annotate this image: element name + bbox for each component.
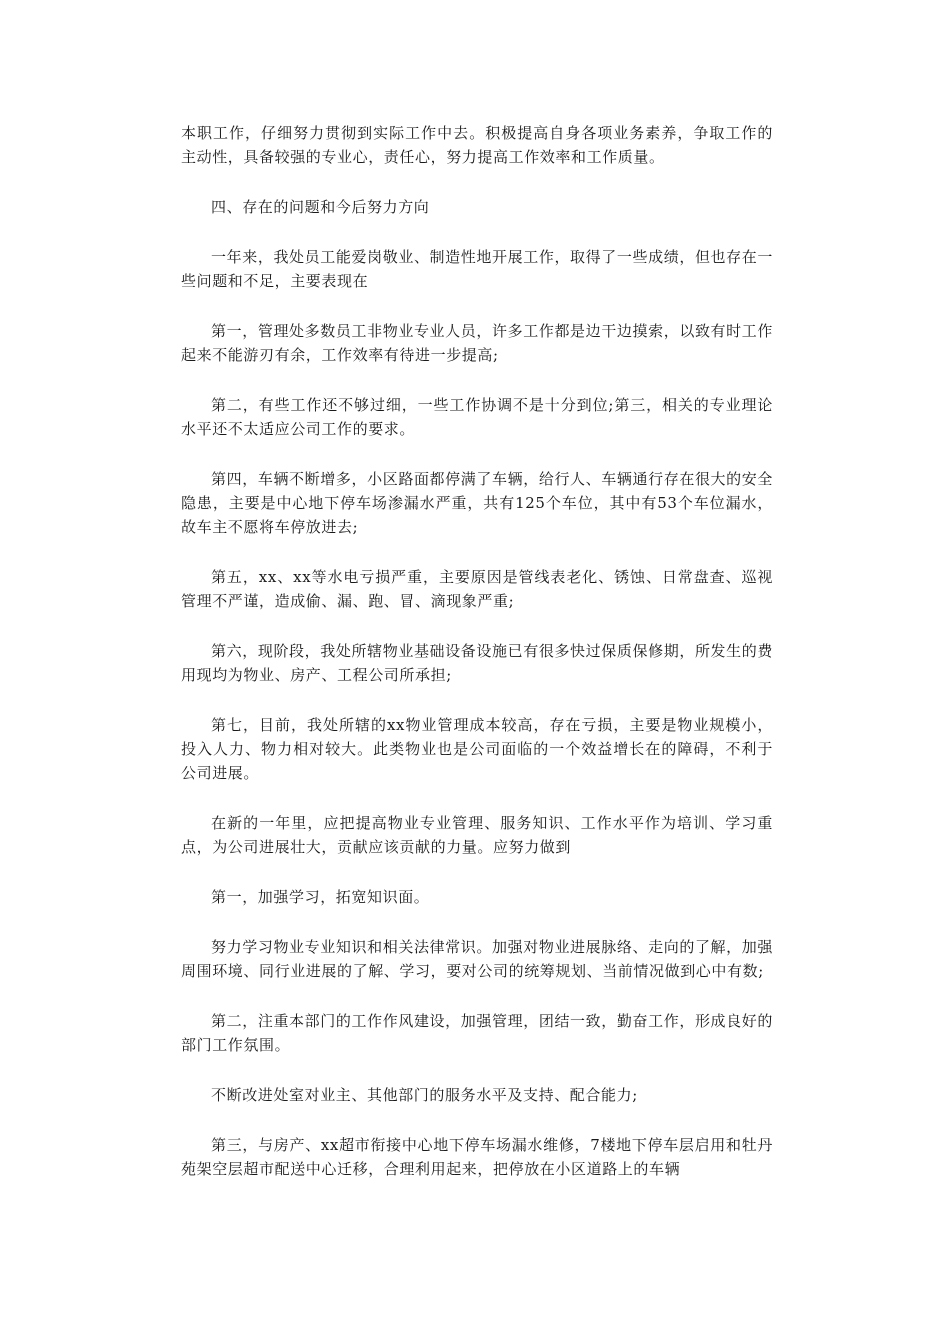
paragraph-plan-2-detail: 不断改进处室对业主、其他部门的服务水平及支持、配合能力; bbox=[211, 1086, 638, 1104]
paragraph-issue-7: 第七，目前，我处所辖的xx物业管理成本较高，存在亏损，主要是物业规模小，投入人力、物力相对较大。此类物业也是公司面临的一个效益增长在的障碍，不利于公司进展。 bbox=[181, 716, 773, 782]
paragraph-issue-5: 第五，xx、xx等水电亏损严重，主要原因是管线表老化、锈蚀、日常盘查、巡视管理不严谨，造成偷、漏、跑、冒、滴现象严重; bbox=[181, 568, 773, 610]
paragraph-plan-intro: 在新的一年里，应把提高物业专业管理、服务知识、工作水平作为培训、学习重点，为公司进展壮大，贡献应该贡献的力量。应努力做到 bbox=[181, 814, 773, 856]
paragraph-plan-1-detail: 努力学习物业专业知识和相关法律常识。加强对物业进展脉络、走向的了解，加强周围环境、同行业进展的了解、学习，要对公司的统筹规划、当前情况做到心中有数; bbox=[181, 938, 773, 980]
paragraph-plan-1: 第一，加强学习，拓宽知识面。 bbox=[211, 888, 430, 906]
paragraph-plan-2: 第二，注重本部门的工作作风建设，加强管理，团结一致，勤奋工作，形成良好的部门工作氛围。 bbox=[181, 1012, 773, 1054]
paragraph-issue-1: 第一，管理处多数员工非物业专业人员，许多工作都是边干边摸索，以致有时工作起来不能游刃有余，工作效率有待进一步提高; bbox=[181, 322, 773, 364]
document-body bbox=[181, 121, 773, 1207]
paragraph-intro: 一年来，我处员工能爱岗敬业、制造性地开展工作，取得了一些成绩，但也存在一些问题和不足，主要表现在 bbox=[181, 248, 773, 290]
paragraph-issue-4: 第四，车辆不断增多，小区路面都停满了车辆，给行人、车辆通行存在很大的安全隐患，主要是中心地下停车场渗漏水严重，共有125个车位，其中有53个车位漏水，故车主不愿将车停放进去; bbox=[181, 470, 773, 536]
paragraph-issue-2-3: 第二，有些工作还不够过细，一些工作协调不是十分到位;第三，相关的专业理论水平还不太适应公司工作的要求。 bbox=[181, 396, 773, 438]
paragraph-continuation: 本职工作，仔细努力贯彻到实际工作中去。积极提高自身各项业务素养，争取工作的主动性，具备较强的专业心，责任心，努力提高工作效率和工作质量。 bbox=[181, 124, 773, 166]
paragraph-plan-3: 第三，与房产、xx超市衔接中心地下停车场漏水维修，7楼地下停车层启用和牡丹苑架空层超市配送中心迁移，合理利用起来，把停放在小区道路上的车辆 bbox=[181, 1136, 773, 1178]
paragraph-issue-6: 第六，现阶段，我处所辖物业基础设备设施已有很多快过保质保修期，所发生的费用现均为物业、房产、工程公司所承担; bbox=[181, 642, 773, 684]
section-heading: 四、存在的问题和今后努力方向 bbox=[211, 198, 430, 216]
